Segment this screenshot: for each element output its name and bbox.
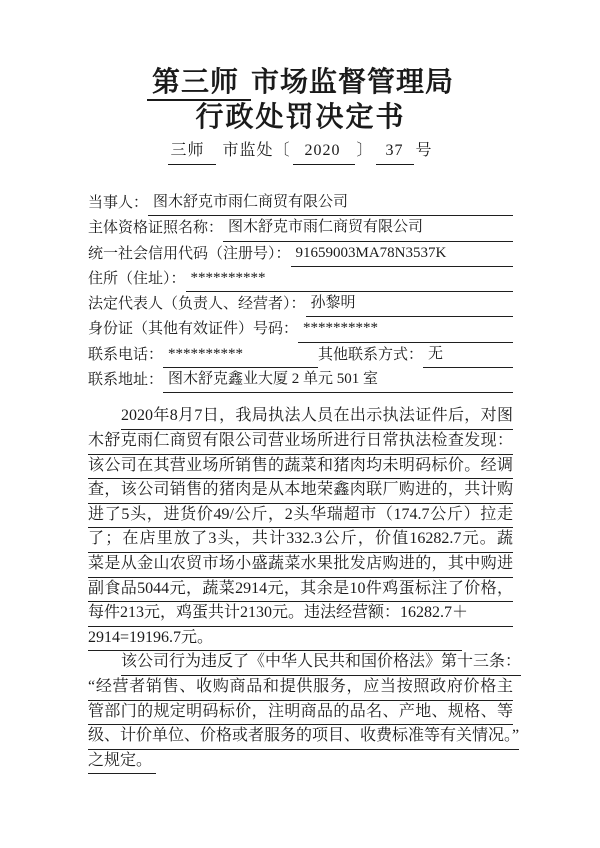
body-line-text: 管部门的规定明码标价，注明商品的品名、产地、规格、等 <box>88 700 513 726</box>
field-row-contacts <box>88 343 513 368</box>
body-line <box>88 651 522 676</box>
body-line-text: 该公司行为违反了《中华人民共和国价格法》第十三条： <box>121 650 521 676</box>
field-label-phone: 联系电话： <box>88 346 164 363</box>
body-line-text: 2020年8月7日，我局执法人员在出示执法证件后，对图 <box>121 404 513 430</box>
body-line <box>88 725 520 750</box>
body-line <box>88 676 513 701</box>
field-value-id-number: ********** <box>298 316 513 342</box>
field-row-residence <box>88 267 513 292</box>
body-line <box>88 553 513 578</box>
body-line-text: 每件213元，鸡蛋共计2130元。违法经营额：16282.7＋ <box>88 601 513 627</box>
body-line-text: 级、计价单位、价格或者服务的项目、收费标准等有关情况。” <box>88 724 519 750</box>
body-line <box>88 430 513 455</box>
doc-number-close: 〕 <box>356 142 374 159</box>
doc-number-year: 2020 <box>293 139 355 165</box>
field-value-legal-rep: 孙黎明 <box>306 291 513 317</box>
body-line-text: 了；在店里放了3头，共计332.3公斤，价值16282.7元。蔬 <box>88 527 513 553</box>
body-line <box>88 602 513 627</box>
body-line <box>88 701 513 726</box>
body-line <box>88 405 513 430</box>
field-row-cert-name <box>88 216 513 241</box>
doc-number-prefix: 三师 <box>168 139 216 165</box>
body-line-text: 木舒克雨仁商贸有限公司营业场所进行日常执法检查发现： <box>88 429 513 455</box>
body-line-text: 查，该公司销售的猪肉是从本地荣鑫肉联厂购进的，共计购 <box>88 478 513 504</box>
field-value-phone: ********** <box>163 342 318 368</box>
body-line <box>88 455 513 480</box>
doc-number-suffix: 号 <box>415 142 433 159</box>
body-line-text: 进了5头，进货价49/公斤，2头华瑞超市（174.7公斤）拉走 <box>88 503 513 529</box>
body-line-text: 菜是从金山农贸市场小盛蔬菜水果批发店购进的，其中购进 <box>88 552 513 578</box>
body-line <box>88 528 513 553</box>
field-value-credit-code: 91659003MA78N3537K <box>291 241 513 267</box>
body-line-text: 副食品5044元，蔬菜2914元，其余是10件鸡蛋标注了价格， <box>88 577 513 603</box>
field-row-party <box>88 191 513 216</box>
body-line-text: “经营者销售、收购商品和提供服务，应当按照政府价格主 <box>88 675 513 701</box>
field-label-residence: 住所（住址）： <box>88 270 186 287</box>
field-row-legal-rep <box>88 292 513 317</box>
org-title-underlined: 第三师 <box>147 66 251 101</box>
field-label-other-contact: 其他联系方式： <box>318 346 424 363</box>
body-line-text: 该公司在其营业场所销售的蔬菜和猪肉均未明码标价。经调 <box>88 454 513 480</box>
body-line <box>88 578 513 603</box>
body-line <box>88 750 513 775</box>
org-title-rest: 市场监督管理局 <box>251 67 455 98</box>
body-line-text: 之规定。 <box>88 749 156 775</box>
field-row-contact-address <box>88 368 513 393</box>
field-label-contact-address: 联系地址： <box>88 372 164 389</box>
field-value-residence: ********** <box>186 266 513 292</box>
doc-number-serial: 37 <box>376 139 414 165</box>
doc-number-office: 市监处〔 <box>222 142 291 159</box>
doc-title: 行政处罚决定书 <box>195 102 406 133</box>
doc-number <box>88 139 513 165</box>
field-value-other-contact: 无 <box>423 342 513 368</box>
party-info-section <box>88 191 513 393</box>
field-label-credit-code: 统一社会信用代码（注册号）： <box>88 245 291 262</box>
body-line <box>88 479 513 504</box>
field-label-id-number: 身份证（其他有效证件）号码： <box>88 321 299 338</box>
body-line <box>88 627 513 652</box>
org-title <box>88 66 513 101</box>
field-row-credit-code <box>88 242 513 267</box>
field-value-party: 图木舒克市雨仁商贸有限公司 <box>148 190 513 216</box>
field-value-contact-address: 图木舒克鑫业大厦 2 单元 501 室 <box>163 367 513 393</box>
field-label-party: 当事人： <box>88 195 149 211</box>
field-label-legal-rep: 法定代表人（负责人、经营者）： <box>88 296 306 313</box>
field-row-id-number <box>88 317 513 342</box>
field-label-cert-name: 主体资格证照名称： <box>88 220 224 237</box>
body-line-text: 2914=19196.7元。 <box>88 626 462 652</box>
field-value-cert-name: 图木舒克市雨仁商贸有限公司 <box>223 215 513 241</box>
body-line <box>88 504 513 529</box>
decision-body <box>88 405 522 774</box>
